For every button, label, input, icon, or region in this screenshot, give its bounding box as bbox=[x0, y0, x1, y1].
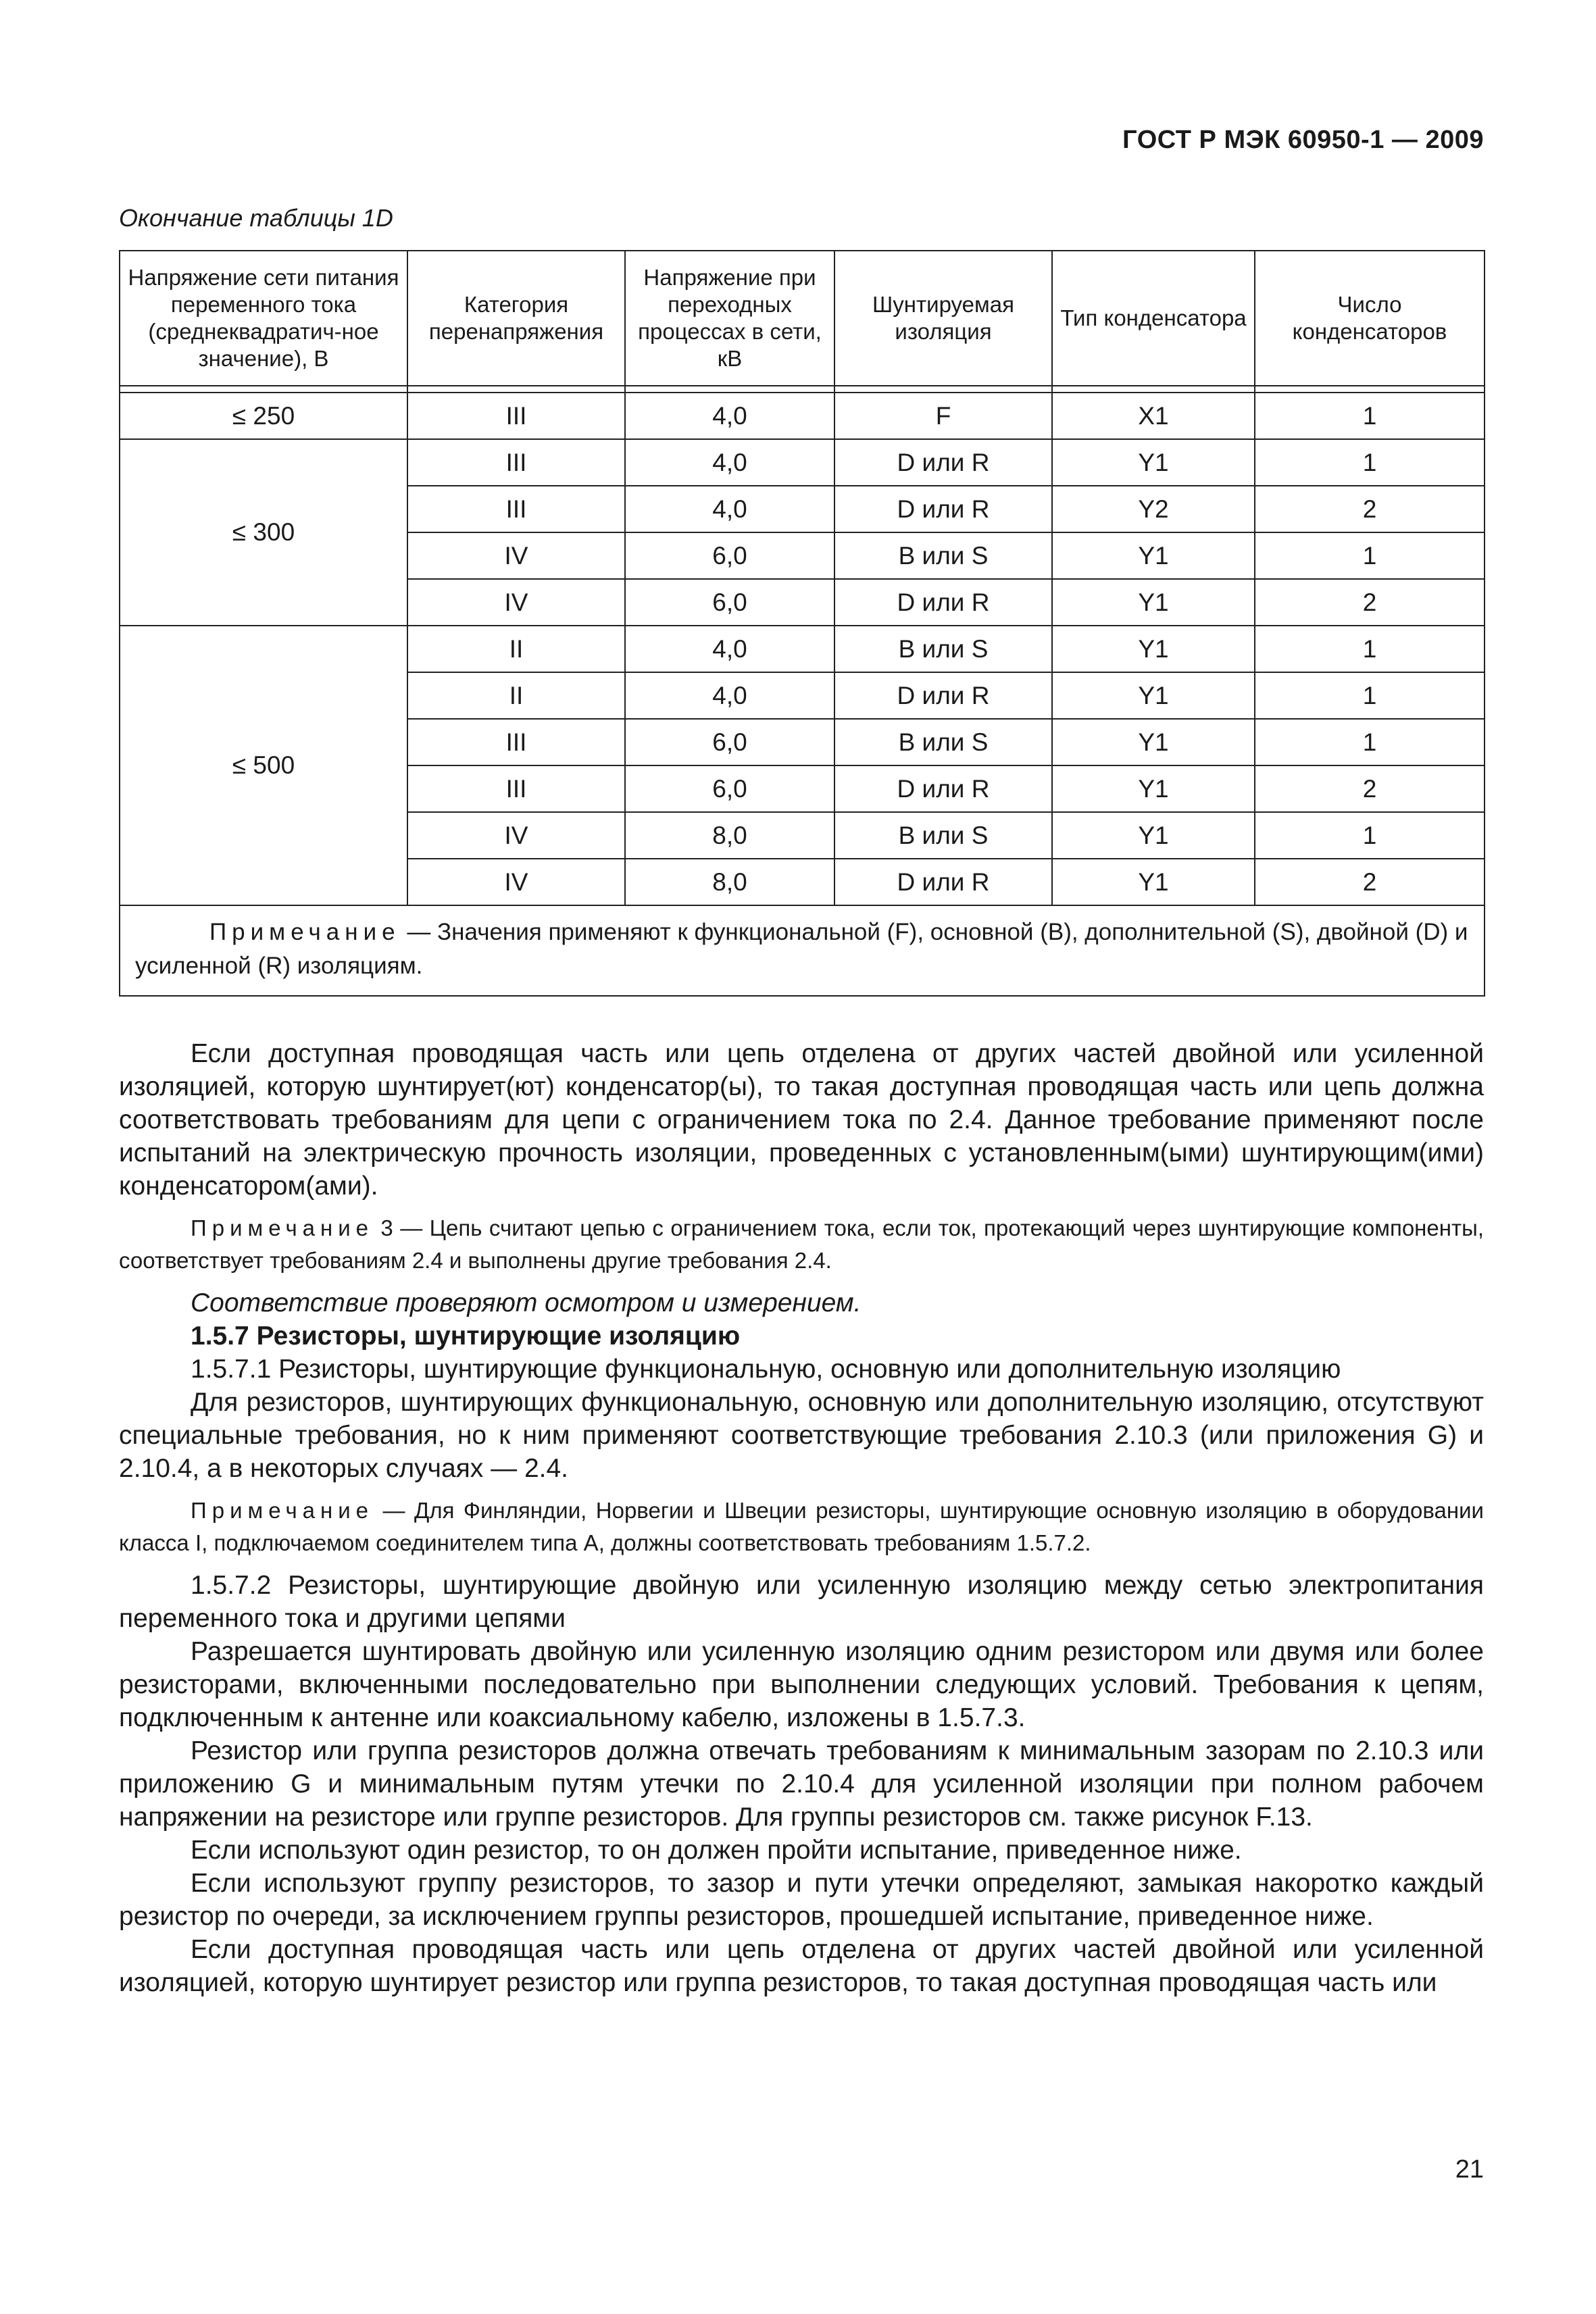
capacitor-count-cell: 2 bbox=[1255, 765, 1485, 812]
insulation-cell: D или R bbox=[834, 859, 1052, 905]
capacitor-count-cell: 1 bbox=[1255, 626, 1485, 672]
capacitor-type-cell: Y2 bbox=[1052, 486, 1255, 532]
capacitor-type-cell: Y1 bbox=[1052, 439, 1255, 486]
note-text: — Значения применяют к функциональной (F), основной (B), дополнительной (S), двойной (D) и усиленной (R) изоляциям. bbox=[135, 919, 1468, 979]
note-label: Примечание bbox=[191, 1215, 374, 1240]
table-row bbox=[120, 393, 1485, 439]
column-header-category: Категория перенапряжения bbox=[407, 251, 625, 386]
category-cell: IV bbox=[407, 859, 625, 905]
category-cell: III bbox=[407, 719, 625, 765]
transient-cell: 4,0 bbox=[625, 626, 834, 672]
insulation-cell: D или R bbox=[834, 579, 1052, 626]
capacitor-count-cell: 1 bbox=[1255, 812, 1485, 859]
note-text: — Для Финляндии, Норвегии и Швеции резисторы, шунтирующие основную изоляцию в оборудовании класса I, подключаемом соединителем типа A, должны соответствовать требованиям 1.5.7.2. bbox=[119, 1498, 1484, 1555]
capacitor-count-cell: 2 bbox=[1255, 859, 1485, 905]
transient-cell: 4,0 bbox=[625, 672, 834, 719]
transient-cell: 8,0 bbox=[625, 859, 834, 905]
page-number: 21 bbox=[1455, 2155, 1484, 2184]
note-regional bbox=[119, 1494, 1484, 1559]
category-cell: III bbox=[407, 765, 625, 812]
category-cell: III bbox=[407, 486, 625, 532]
table-row bbox=[120, 626, 1485, 672]
paragraph: Если используют один резистор, то он должен пройти испытание, приведенное ниже. bbox=[191, 1836, 1242, 1865]
standard-designation: ГОСТ Р МЭК 60950-1 — 2009 bbox=[1122, 126, 1484, 154]
paragraph: Разрешается шунтировать двойную или усиленную изоляцию одним резистором или двумя или более резисторами, включенными последовательно при выполнении следующих условий. Требования к цепям, подключенным к антенне или коаксиальному кабелю, изложены в 1.5.7.3. bbox=[119, 1637, 1484, 1732]
category-cell: IV bbox=[407, 532, 625, 579]
table-row bbox=[120, 439, 1485, 486]
section-heading-1-5-7: 1.5.7 Резисторы, шунтирующие изоляцию bbox=[191, 1322, 741, 1351]
insulation-cell: D или R bbox=[834, 672, 1052, 719]
transient-cell: 6,0 bbox=[625, 719, 834, 765]
capacitor-type-cell: Y1 bbox=[1052, 719, 1255, 765]
subsection-heading-1-5-7-1: 1.5.7.1 Резисторы, шунтирующие функциональную, основную или дополнительную изоляцию bbox=[191, 1355, 1341, 1384]
voltage-cell: ≤ 300 bbox=[120, 439, 407, 626]
capacitor-type-cell: Y1 bbox=[1052, 812, 1255, 859]
paragraph: Если используют группу резисторов, то зазор и пути утечки определяют, замыкая накоротко каждый резистор по очереди, за исключением группы резисторов, прошедшей испытание, приведенное ниже. bbox=[119, 1869, 1484, 1931]
capacitor-type-cell: X1 bbox=[1052, 393, 1255, 439]
capacitor-count-cell: 1 bbox=[1255, 532, 1485, 579]
capacitor-count-cell: 1 bbox=[1255, 719, 1485, 765]
insulation-cell: B или S bbox=[834, 532, 1052, 579]
capacitor-count-cell: 2 bbox=[1255, 579, 1485, 626]
table-caption: Окончание таблицы 1D bbox=[119, 204, 393, 232]
paragraph: Если доступная проводящая часть или цепь отделена от других частей двойной или усиленной изоляцией, которую шунтирует(ют) конденсатор(ы), то такая доступная проводящая часть или цепь должна соответствовать требованиям для цепи с ограничением тока по 2.4. Данное требование применяют после испытаний на электрическую прочность изоляции, проведенных с установленным(ыми) шунтирующим(ими) конденсатором(ами). bbox=[119, 1039, 1484, 1201]
transient-cell: 4,0 bbox=[625, 393, 834, 439]
column-header-transient: Напряжение при переходных процессах в сети, кВ bbox=[625, 251, 834, 386]
insulation-cell: F bbox=[834, 393, 1052, 439]
compliance-statement: Соответствие проверяют осмотром и измерением. bbox=[191, 1288, 862, 1317]
table-note-row bbox=[120, 905, 1485, 996]
category-cell: IV bbox=[407, 812, 625, 859]
note-text: 3 — Цепь считают цепью с ограничением тока, если ток, протекающий через шунтирующие компоненты, соответствует требованиям 2.4 и выполнены другие требования 2.4. bbox=[119, 1215, 1484, 1273]
note-label: Примечание bbox=[191, 1498, 374, 1523]
column-header-voltage: Напряжение сети питания переменного тока (среднеквадратич-ное значение), В bbox=[120, 251, 407, 386]
voltage-cell: ≤ 500 bbox=[120, 626, 407, 905]
category-cell: IV bbox=[407, 579, 625, 626]
capacitor-count-cell: 1 bbox=[1255, 672, 1485, 719]
paragraph: Для резисторов, шунтирующих функциональную, основную или дополнительную изоляцию, отсутствуют специальные требования, но к ним применяют соответствующие требования 2.10.3 (или приложения G) и 2.10.4, а в некоторых случаях — 2.4. bbox=[119, 1388, 1484, 1483]
transient-cell: 6,0 bbox=[625, 532, 834, 579]
note-3 bbox=[119, 1212, 1484, 1277]
category-cell: III bbox=[407, 393, 625, 439]
paragraph: Если доступная проводящая часть или цепь отделена от других частей двойной или усиленной изоляцией, которую шунтирует резистор или группа резисторов, то такая доступная проводящая часть или bbox=[119, 1935, 1484, 1997]
column-header-capacitor-type: Тип конденсатора bbox=[1052, 251, 1255, 386]
capacitor-type-cell: Y1 bbox=[1052, 765, 1255, 812]
table-note bbox=[120, 905, 1485, 996]
category-cell: III bbox=[407, 439, 625, 486]
insulation-cell: D или R bbox=[834, 439, 1052, 486]
column-header-insulation: Шунтируемая изоляция bbox=[834, 251, 1052, 386]
capacitor-count-cell: 2 bbox=[1255, 486, 1485, 532]
capacitor-count-cell: 1 bbox=[1255, 439, 1485, 486]
column-header-capacitor-count: Число конденсаторов bbox=[1255, 251, 1485, 386]
capacitor-table bbox=[119, 250, 1485, 997]
insulation-cell: D или R bbox=[834, 486, 1052, 532]
insulation-cell: D или R bbox=[834, 765, 1052, 812]
insulation-cell: B или S bbox=[834, 626, 1052, 672]
note-label: Примечание bbox=[209, 919, 401, 945]
capacitor-type-cell: Y1 bbox=[1052, 579, 1255, 626]
category-cell: II bbox=[407, 626, 625, 672]
category-cell: II bbox=[407, 672, 625, 719]
table-header-row bbox=[120, 251, 1485, 386]
capacitor-type-cell: Y1 bbox=[1052, 859, 1255, 905]
capacitor-type-cell: Y1 bbox=[1052, 626, 1255, 672]
insulation-cell: B или S bbox=[834, 719, 1052, 765]
voltage-cell: ≤ 250 bbox=[120, 393, 407, 439]
paragraph: Резистор или группа резисторов должна отвечать требованиям к минимальным зазорам по 2.10.3 или приложению G и минимальным путям утечки по 2.10.4 для усиленной изоляции при полном рабочем напряжении на резисторе или группе резисторов. Для группы резисторов см. также рисунок F.13. bbox=[119, 1736, 1484, 1832]
transient-cell: 4,0 bbox=[625, 439, 834, 486]
header-separator bbox=[120, 386, 1485, 393]
capacitor-type-cell: Y1 bbox=[1052, 532, 1255, 579]
capacitor-type-cell: Y1 bbox=[1052, 672, 1255, 719]
subsection-heading-1-5-7-2: 1.5.7.2 Резисторы, шунтирующие двойную или усиленную изоляцию между сетью электропитания переменного тока и другими цепями bbox=[119, 1571, 1484, 1633]
insulation-cell: B или S bbox=[834, 812, 1052, 859]
transient-cell: 6,0 bbox=[625, 579, 834, 626]
transient-cell: 4,0 bbox=[625, 486, 834, 532]
capacitor-count-cell: 1 bbox=[1255, 393, 1485, 439]
transient-cell: 6,0 bbox=[625, 765, 834, 812]
body-text bbox=[119, 1037, 1484, 1999]
transient-cell: 8,0 bbox=[625, 812, 834, 859]
